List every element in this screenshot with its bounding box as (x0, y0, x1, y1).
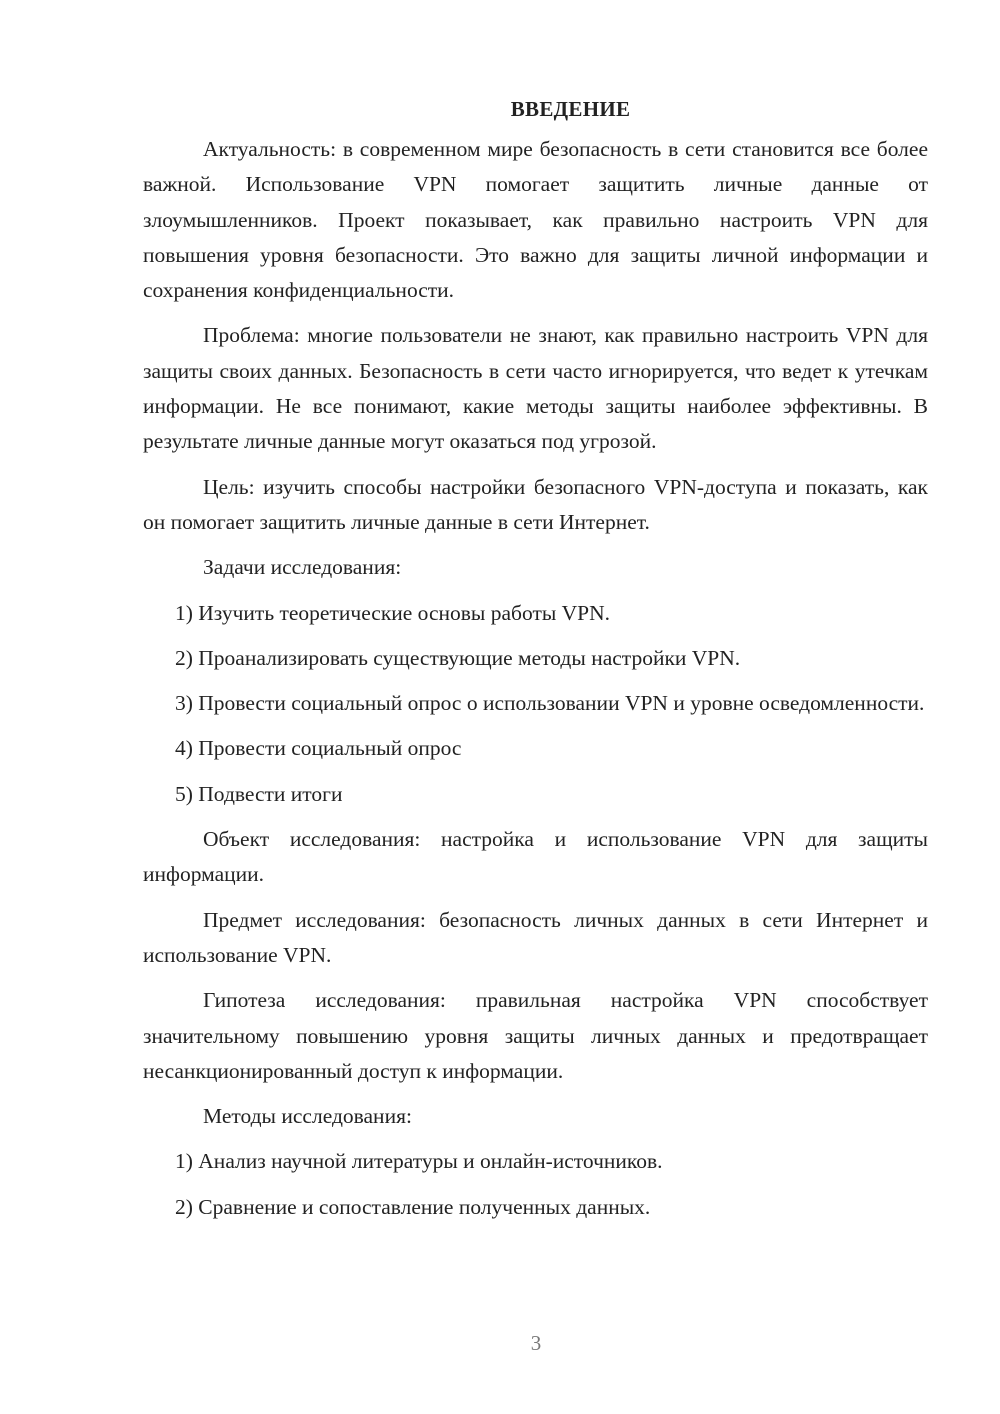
goal-paragraph: Цель: изучить способы настройки безопасного VPN-доступа и показать, как он помогает защитить личные данные в сети Интернет. (143, 474, 928, 534)
method-item-1: 1) Анализ научной литературы и онлайн-источников. (175, 1149, 663, 1174)
task-item-1: 1) Изучить теоретические основы работы VPN. (175, 600, 611, 625)
hypothesis-paragraph: Гипотеза исследования: правильная настройка VPN способствует значительному повышению уровня защиты личных данных и предотвращает несанкционированный доступ к информации. (143, 988, 928, 1083)
page-number: 3 (530, 1331, 542, 1355)
method-item-2: 2) Сравнение и сопоставление полученных данных. (175, 1194, 651, 1219)
task-item-5: 5) Подвести итоги (175, 781, 343, 806)
tasks-heading: Задачи исследования: (203, 555, 402, 580)
document-page (143, 92, 928, 1235)
methods-heading: Методы исследования: (203, 1104, 412, 1129)
page-title: ВВЕДЕНИЕ (510, 97, 631, 121)
object-paragraph: Объект исследования: настройка и использование VPN для защиты информации. (143, 827, 928, 887)
task-item-4: 4) Провести социальный опрос (175, 736, 462, 761)
task-item-3: 3) Провести социальный опрос о использовании VPN и уровне осведомленности. (175, 691, 925, 716)
task-item-2: 2) Проанализировать существующие методы настройки VPN. (175, 645, 741, 670)
problem-paragraph: Проблема: многие пользователи не знают, как правильно настроить VPN для защиты своих данных. Безопасность в сети часто игнорируется, что ведет к утечкам информации. Не все понимают, какие методы защиты наиболее эффективны. В результате личные данные могут оказаться под угрозой. (143, 323, 928, 454)
subject-paragraph: Предмет исследования: безопасность личных данных в сети Интернет и использование VPN. (143, 907, 928, 967)
relevance-paragraph: Актуальность: в современном мире безопасность в сети становится все более важной. Использование VPN помогает защитить личные данные от злоумышленников. Проект показывает, как правильно настроить VPN для повышения уровня безопасности. Это важно для защиты личной информации и сохранения конфиденциальности. (143, 137, 928, 303)
